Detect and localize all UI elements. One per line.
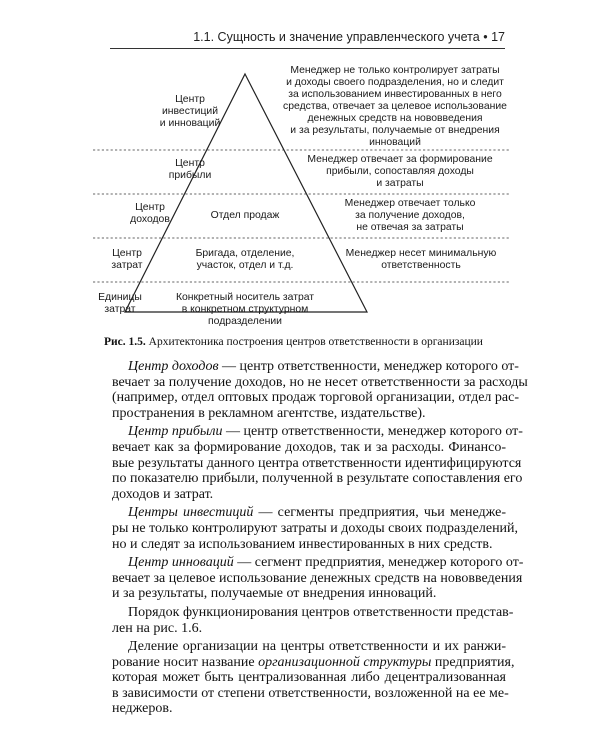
paragraph-procedure [112,604,514,636]
header-title: 1.1. Сущность и значение управленческого учета [193,30,480,44]
level-2-right: Менеджер отвечает за формирование прибыли, сопоставляя доходы и затраты [307,154,493,189]
text-line: Центр прибыли — центр ответственности, менеджер которого от- [128,424,523,440]
page-number: 17 [491,30,505,44]
text-line: (например, отдел оптовых продаж торговой организации, отдел рас- [112,390,520,406]
caption-label: Рис. 1.5. [104,336,146,348]
paragraph-org-structure [112,639,515,717]
text-line: ры не только контролируют затраты и доходы своих подразделений, [112,520,519,536]
text-line: пространения в рекламном агентстве, издательстве). [112,405,426,421]
text-line: которая может быть централизованная либо децентрализованная [112,670,506,686]
text-line: неджеров. [112,701,173,717]
text-line: вые результаты данного центра ответственности идентифицируются [112,455,522,471]
level-3-right: Менеджер отвечает только за получение доходов, не отвечая за затраты [344,198,476,233]
header-bullet: • [483,30,488,44]
text-line: Деление организации на центры ответственности и их ранжи- [128,639,506,655]
text-line: доходов и затрат. [112,486,214,502]
caption-text: Архитектоника построения центров ответственности в организации [148,336,483,348]
level-5-center: Конкретный носитель затрат в конкретном структурном подразделении [175,292,315,327]
text-line: но и следят за использованием инвестированных в них средств. [112,536,493,552]
text-line: Центр инноваций — сегмент предприятия, менеджер которого от- [128,555,524,571]
running-header [110,30,505,48]
term-revenue-center: Центр доходов [128,359,219,374]
term-profit-center: Центр прибыли [128,424,223,440]
paragraph-investment-centers [112,505,519,552]
level-1-right: Менеджер не только контролирует затраты и доходы своего подразделения, но и следит за использованием инвестированных в него средства, отвечает за целевое использование денежных средств на нововведения и за результаты, получаемые от внедрения инноваций [283,65,507,148]
text-line: вечает как за формирование доходов, так и за расходы. Финансо- [112,439,506,455]
level-4-center: Бригада, отделение, участок, отдел и т.д. [195,248,295,271]
body-text [112,359,528,717]
text-line: в зависимости от степени ответственности, возложенной на ее ме- [112,685,509,701]
term-investment-centers: Центры инвестиций [128,505,254,521]
text-line: рование носит название организационной структуры предприятия, [112,654,515,670]
text-line: Порядок функционирования центров ответственности представ- [128,604,514,620]
text-line: вечает за получение доходов, но не несет ответственности за расходы [112,374,528,390]
text-line: и за результаты, получаемые от внедрения инноваций. [112,586,437,602]
level-2-left: Центр прибыли [168,158,212,181]
figure-caption [104,336,524,348]
text-line: лен на рис. 1.6. [112,620,203,636]
text-line: по показателю прибыли, полученной в результате сопоставления его [112,471,523,487]
level-5-left: Единицы затрат [98,292,142,315]
paragraph-profit-center [112,424,523,502]
level-4-right: Менеджер несет минимальную ответственность [345,248,497,271]
level-4-left: Центр затрат [111,248,143,271]
text-line: Центры инвестиций — сегменты предприятия, чьи менедже- [128,505,506,521]
level-1-left: Центр инвестиций и инноваций [159,94,221,129]
paragraph-revenue-center [112,359,528,421]
level-3-left: Центр доходов [130,202,170,225]
level-3-center: Отдел продаж [210,210,280,221]
header-text [193,30,505,44]
paragraph-innovation-center [112,555,524,602]
text-line: вечает за целевое использование денежных средств на нововведения [112,570,523,586]
term-innovation-center: Центр инноваций [128,555,234,571]
term-org-structure: организационной структуры [258,654,432,670]
pyramid-figure [85,62,515,332]
header-rule [110,48,505,49]
text-line: Центр доходов — центр ответственности, менеджер которого от- [128,359,519,374]
